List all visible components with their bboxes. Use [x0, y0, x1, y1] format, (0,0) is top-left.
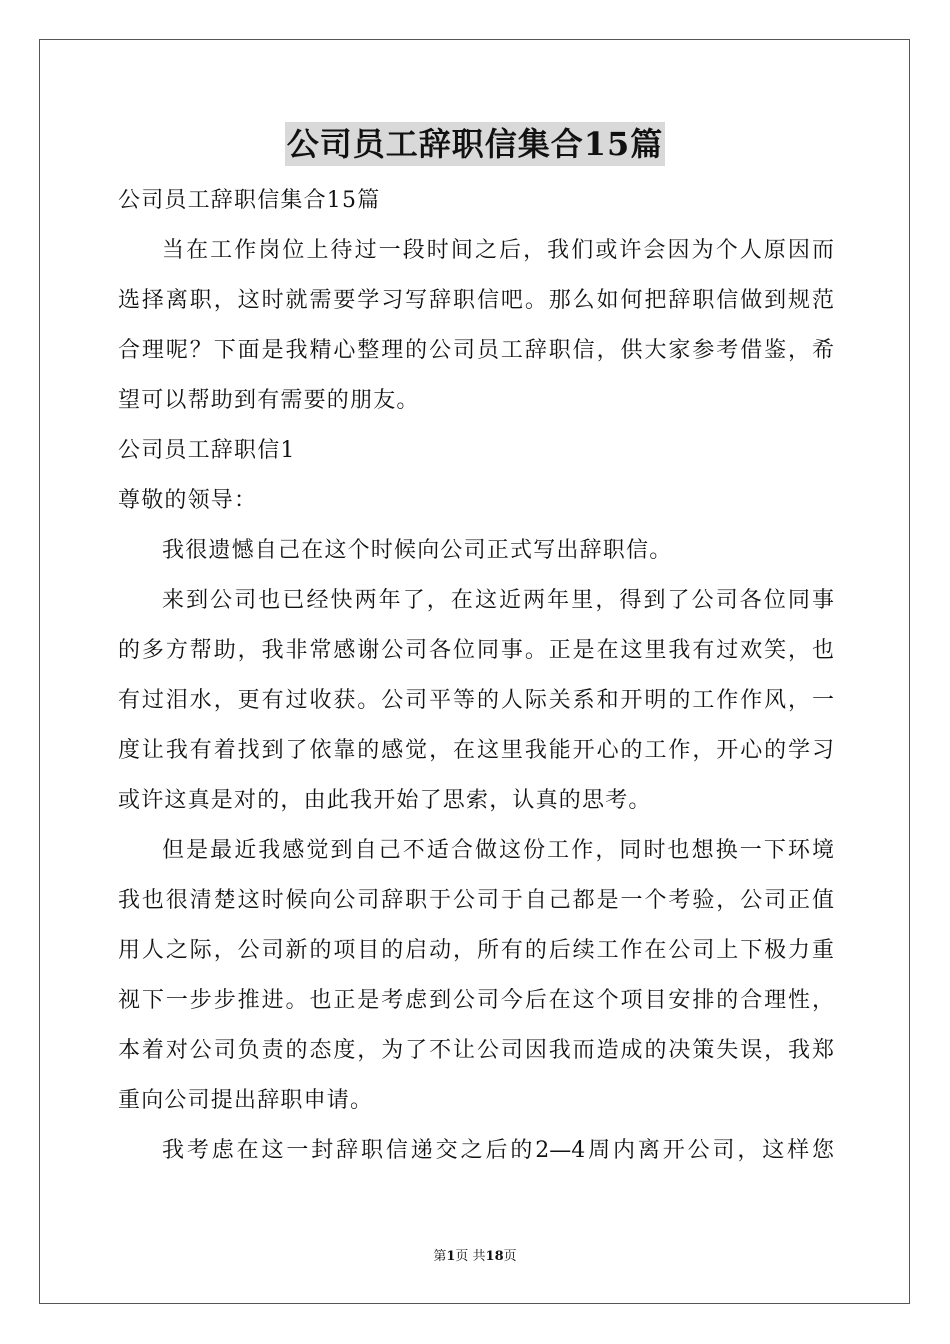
text-line: 的多方帮助，我非常感谢公司各位同事。正是在这里我有过欢笑，也 [118, 638, 834, 663]
text-line: 但是最近我感觉到自己不适合做这份工作，同时也想换一下环境 [162, 838, 834, 863]
footer-prefix: 第 [433, 1249, 447, 1264]
text-line: 我考虑在这一封辞职信递交之后的2—4周内离开公司，这样您 [162, 1138, 834, 1163]
text-line: 当在工作岗位上待过一段时间之后，我们或许会因为个人原因而 [162, 238, 834, 263]
text-line: 选择离职，这时就需要学习写辞职信吧。那么如何把辞职信做到规范 [118, 288, 834, 313]
footer-middle: 页 共 [455, 1249, 486, 1264]
text-line: 公司员工辞职信集合15篇 [118, 188, 381, 213]
text-line: 望可以帮助到有需要的朋友。 [118, 388, 420, 413]
text-line: 度让我有着找到了依靠的感觉，在这里我能开心的工作，开心的学习 [118, 738, 834, 763]
footer-page-number: 1 [446, 1249, 456, 1264]
text-line: 用人之际，公司新的项目的启动，所有的后续工作在公司上下极力重 [118, 938, 834, 963]
title-container [0, 122, 950, 166]
text-line: 来到公司也已经快两年了，在这近两年里，得到了公司各位同事 [162, 588, 834, 613]
document-body [118, 176, 834, 1176]
text-line: 视下一步步推进。也正是考虑到公司今后在这个项目安排的合理性， [118, 988, 834, 1013]
text-line: 合理呢？下面是我精心整理的公司员工辞职信，供大家参考借鉴，希 [118, 338, 834, 363]
text-line: 有过泪水，更有过收获。公司平等的人际关系和开明的工作作风，一 [118, 688, 834, 713]
footer-suffix: 页 [503, 1249, 517, 1264]
text-line: 我很遗憾自己在这个时候向公司正式写出辞职信。 [162, 538, 673, 563]
text-line: 重向公司提出辞职申请。 [118, 1088, 374, 1113]
text-line: 公司员工辞职信1 [118, 438, 296, 463]
page-footer [0, 1248, 950, 1266]
footer-total-pages: 18 [485, 1249, 504, 1264]
text-line: 尊敬的领导： [118, 488, 258, 513]
text-line: 我也很清楚这时候向公司辞职于公司于自己都是一个考验，公司正值 [118, 888, 834, 913]
text-line: 或许这真是对的，由此我开始了思索，认真的思考。 [118, 788, 652, 813]
document-title: 公司员工辞职信集合15篇 [285, 122, 666, 166]
text-line: 本着对公司负责的态度，为了不让公司因我而造成的决策失误，我郑 [118, 1038, 834, 1063]
